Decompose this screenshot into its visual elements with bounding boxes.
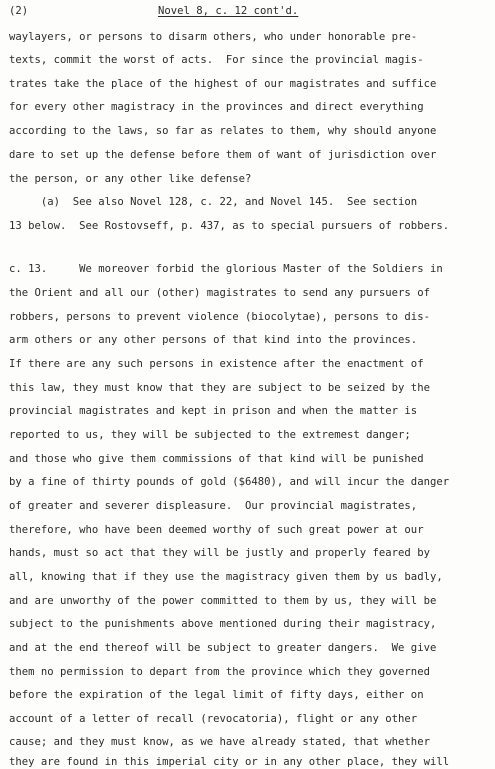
text-line: arm others or any other persons of that kind into the provinces. bbox=[9, 334, 418, 346]
text-line: reported to us, they will be subjected to the extremest danger; bbox=[9, 429, 411, 441]
text-line: the Orient and all our (other) magistrates to send any pursuers of bbox=[9, 287, 430, 299]
text-line: (a) See also Novel 128, c. 22, and Novel 145. See section bbox=[9, 196, 418, 208]
text-line: they are found in this imperial city or in any other place, they will bbox=[9, 756, 450, 768]
text-line: provincial magistrates and kept in prison and when the matter is bbox=[9, 405, 418, 417]
text-line: trates take the place of the highest of our magistrates and suffice bbox=[9, 78, 437, 90]
text-line: and at the end thereof will be subject to greater dangers. We give bbox=[9, 642, 437, 654]
text-line: 13 below. See Rostovseff, p. 437, as to special pursuers of robbers. bbox=[9, 220, 450, 232]
text-line: of greater and severer displeasure. Our provincial magistrates, bbox=[9, 500, 418, 512]
text-line: and are unworthy of the power committed to them by us, they will be bbox=[9, 595, 437, 607]
page-number: (2) bbox=[9, 5, 29, 17]
text-line: texts, commit the worst of acts. For since the provincial magis- bbox=[9, 54, 424, 66]
text-line: them no permission to depart from the province which they governed bbox=[9, 666, 430, 678]
text-line: subject to the punishments above mentioned during their magistracy, bbox=[9, 618, 437, 630]
text-line: If there are any such persons in existence after the enactment of bbox=[9, 358, 424, 370]
text-line: account of a letter of recall (revocatoria), flight or any other bbox=[9, 713, 418, 725]
text-line: cause; and they must know, as we have already stated, that whether bbox=[9, 736, 430, 748]
text-line: before the expiration of the legal limit of fifty days, either on bbox=[9, 689, 424, 701]
text-line: waylayers, or persons to disarm others, who under honorable pre- bbox=[9, 31, 418, 43]
text-line: according to the laws, so far as relates to them, why should anyone bbox=[9, 125, 437, 137]
text-line: by a fine of thirty pounds of gold ($6480), and will incur the danger bbox=[9, 476, 450, 488]
text-line: the person, or any other like defense? bbox=[9, 173, 252, 185]
text-line: hands, must so act that they will be justly and properly feared by bbox=[9, 547, 430, 559]
text-line: c. 13. We moreover forbid the glorious Master of the Soldiers in bbox=[9, 263, 443, 275]
text-line: robbers, persons to prevent violence (biocolytae), persons to dis- bbox=[9, 311, 430, 323]
text-line: dare to set up the defense before them of want of jurisdiction over bbox=[9, 149, 437, 161]
text-line: therefore, who have been deemed worthy of such great power at our bbox=[9, 524, 424, 536]
text-line: this law, they must know that they are subject to be seized by the bbox=[9, 382, 430, 394]
text-line: and those who give them commissions of that kind will be punished bbox=[9, 453, 424, 465]
text-line: for every other magistracy in the provinces and direct everything bbox=[9, 101, 424, 113]
page-heading: Novel 8, c. 12 cont'd. bbox=[158, 5, 299, 17]
text-line: all, knowing that if they use the magistracy given them by us badly, bbox=[9, 571, 443, 583]
